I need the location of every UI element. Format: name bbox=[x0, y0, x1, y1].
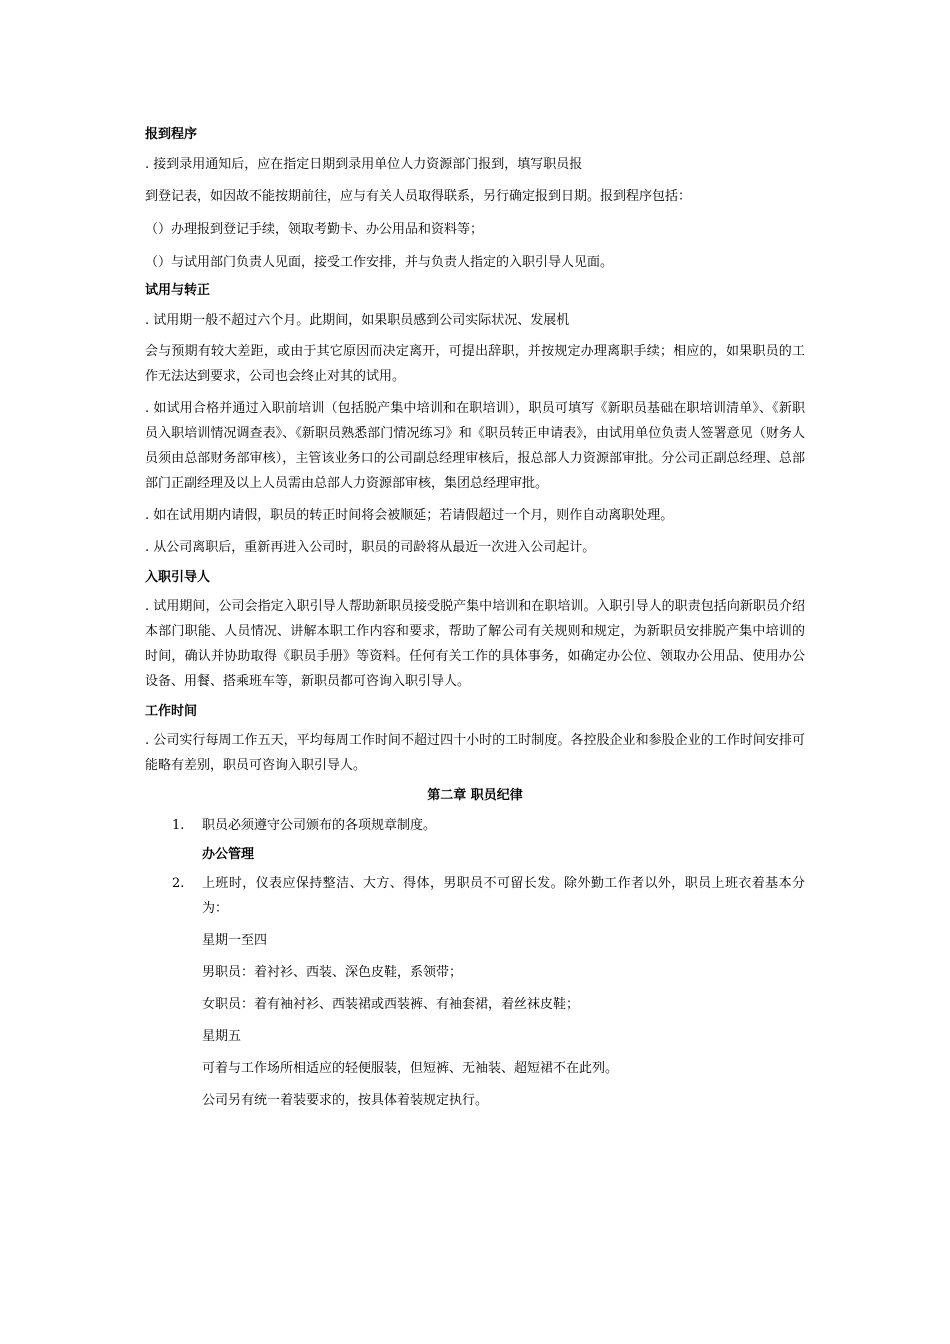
paragraph: . 如试用合格并通过入职前培训（包括脱产集中培训和在职培训），职员可填写《新职员基础在职培训清单》、《新职员入职培训情况调查表》、《新职员熟悉部门情况练习》和《职员转正申请表》，由试用单位负责人签署意见（财务人员须由总部财务部审核），主管该业务口的公司副总经理审核后，报总部人力资源部审批。分公司正副总经理、总部部门正副经理及以上人员需由总部人力资源部审核，集团总经理审批。 bbox=[145, 401, 805, 491]
paragraph: （）与试用部门负责人见面，接受工作安排，并与负责人指定的入职引导人见面。 bbox=[145, 255, 614, 270]
section-heading-mentor: 入职引导人 bbox=[145, 570, 211, 585]
paragraph: 可着与工作场所相适应的轻便服装，但短裤、无袖装、超短裙不在此列。 bbox=[202, 1061, 619, 1076]
section-heading-hours: 工作时间 bbox=[145, 704, 198, 719]
paragraph: 男职员：着衬衫、西装、深色皮鞋，系领带； bbox=[202, 965, 463, 980]
paragraph: 女职员：着有袖衬衫、西装裙或西装裤、有袖套裙，着丝袜皮鞋； bbox=[202, 997, 580, 1012]
paragraph: 到登记表，如因故不能按期前往，应与有关人员取得联系，另行确定报到日期。报到程序包括： bbox=[145, 189, 692, 204]
paragraph: . 如在试用期内请假，职员的转正时间将会被顺延；若请假超过一个月，则作自动离职处理。 bbox=[145, 508, 674, 523]
list-number: 2. bbox=[172, 876, 185, 891]
paragraph: . 从公司离职后，重新再进入公司时，职员的司龄将从最近一次进入公司起计。 bbox=[145, 540, 596, 555]
paragraph: （）办理报到登记手续，领取考勤卡、办公用品和资料等； bbox=[145, 222, 484, 237]
paragraph: . 试用期一般不超过六个月。此期间，如果职员感到公司实际状况、发展机 bbox=[145, 313, 570, 328]
indented-block bbox=[145, 928, 805, 1113]
paragraph: . 公司实行每周工作五天，平均每周工作时间不超过四十小时的工时制度。各控股企业和参股企业的工作时间安排可能略有差别，职员可咨询入职引导人。 bbox=[145, 733, 805, 773]
sub-heading-office: 办公管理 bbox=[202, 847, 255, 862]
document-body bbox=[145, 126, 805, 1113]
paragraph: 会与预期有较大差距，或由于其它原因而决定离开，可提出辞职，并按规定办理离职手续；相应的，如果职员的工作无法达到要求，公司也会终止对其的试用。 bbox=[145, 344, 805, 384]
chapter-title: 第二章 职员纪律 bbox=[427, 788, 523, 803]
list-item bbox=[145, 871, 805, 921]
list-text: 上班时，仪表应保持整洁、大方、得体，男职员不可留长发。除外勤工作者以外，职员上班衣着基本分为： bbox=[202, 876, 805, 916]
paragraph: . 接到录用通知后，应在指定日期到录用单位人力资源部门报到，填写职员报 bbox=[145, 157, 583, 172]
list-text: 职员必须遵守公司颁布的各项规章制度。 bbox=[202, 818, 437, 833]
paragraph: 星期一至四 bbox=[202, 933, 268, 948]
indented-block bbox=[145, 846, 805, 863]
paragraph: 星期五 bbox=[202, 1029, 242, 1044]
paragraph: . 试用期间，公司会指定入职引导人帮助新职员接受脱产集中培训和在职培训。入职引导人的职责包括向新职员介绍本部门职能、人员情况、讲解本职工作内容和要求，帮助了解公司有关规则和规定，为新职员安排脱产集中培训的时间，确认并协助取得《职员手册》等资料。任何有关工作的具体事务，如确定办公位、领取办公用品、使用办公设备、用餐、搭乘班车等，新职员都可咨询入职引导人。 bbox=[145, 599, 805, 689]
paragraph: 公司另有统一着装要求的，按具体着装规定执行。 bbox=[202, 1093, 489, 1108]
section-heading-checkin: 报到程序 bbox=[145, 127, 198, 142]
section-heading-probation: 试用与转正 bbox=[145, 283, 211, 298]
list-item bbox=[145, 813, 805, 838]
list-number: 1. bbox=[172, 818, 185, 833]
